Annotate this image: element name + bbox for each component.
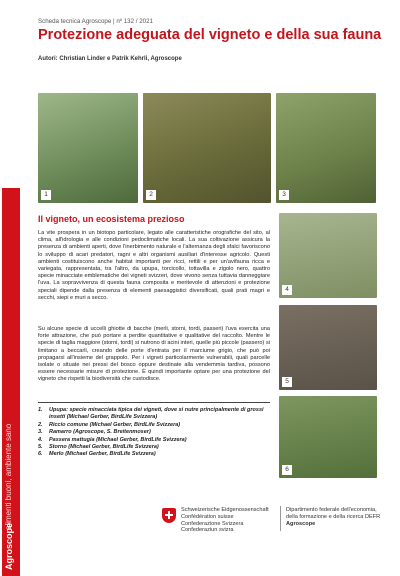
caption-item: 3. Ramarro (Agroscope, S. Breitenmoser) xyxy=(38,429,151,436)
footer xyxy=(38,503,381,553)
sidebar-brand: Agroscope xyxy=(4,522,14,570)
footer-divider xyxy=(280,506,281,531)
photo-number: 6 xyxy=(282,465,292,475)
caption-item: 5. Storno (Michael Gerber, BirdLife Svizzera) xyxy=(38,444,159,451)
swiss-cross-icon xyxy=(162,508,176,523)
department-name: Dipartimento federale dell'economia, della formazione e della ricerca DEFR Agroscope xyxy=(286,507,381,527)
body-paragraph: La vite prospera in un biotopo particolare, legato alle caratteristiche orografiche del sito, al clima, all'idrologia e alle condizioni pedoclimatiche locali. La sua coltivazione assicura la presenza di ambienti aperti, dove l'inerbimento naturale e l'alternanza degli sfalci favoriscono lo sviluppo di acari predatori, ragni e altri organismi ausiliari d'interesse agricolo. Questi ambienti costituiscono anche habitat importanti per ricci, rettili e per un'avifauna ricca e variegata, rappresentata, tra l'altro, da upupa, torcicollo, tottavilla e zigolo nero, quattro specie minacciate emblematiche dei vigneti svizzeri, dove vivono senza tuttavia danneggiare l'uva. La sopravvivenza di questa fauna composita e meritevole di attenzioni e protezione speciali dipende dalla presenza di elementi paesaggistici diversificati, quali prati magri e secchi, siepi e muri a secco. xyxy=(38,230,270,301)
sidebar xyxy=(0,0,22,576)
photo-number: 5 xyxy=(282,377,292,387)
photo-blackbird xyxy=(279,396,377,478)
caption-item: 4. Passera mattugia (Michael Gerber, BirdLife Svizzera) xyxy=(38,436,187,443)
body-paragraph: Su alcune specie di uccelli ghiotte di bacche (merli, storni, tordi, passeri) l'uva esercita una forte attrazione, che può portare a perdite quantitative e qualitative del raccolto. Mentre le specie di taglia maggiore (storni, tordi) si nutrono di acini interi, quelle più piccole (passero) si limitano a beccarli, creando delle porte d'entrata per il marciume grigio, che può poi propagarsi all'insieme del grappolo. Per i vigneti particolarmente vulnerabili, quali parcelle isolate o situate nei pressi del bosco oppure destinate alla vendemmia tardiva, possono essere necessarie misure di protezione. È quindi importante optare per una protezione del vigneto che rispetti la biodiversità che custodisce. xyxy=(38,326,270,383)
photo-number: 2 xyxy=(146,190,156,200)
confederation-names: Schweizerische Eidgenossenschaft Confédération suisse Confederazione Svizzera Confederaziun svizra xyxy=(181,507,269,534)
section-title: Il vigneto, un ecosistema prezioso xyxy=(38,214,185,224)
caption-divider xyxy=(38,402,270,403)
page-title: Protezione adeguata del vigneto e della sua fauna xyxy=(38,27,382,43)
caption-item: 2. Riccio comune (Michael Gerber, BirdLife Svizzera) xyxy=(38,421,181,428)
photo-number: 4 xyxy=(282,285,292,295)
photo-starling xyxy=(279,305,377,390)
photo-hedgehog xyxy=(143,93,271,203)
photo-tree-sparrow xyxy=(279,213,377,298)
caption-item: 1. Upupa: specie minacciata tipica dei vigneti, dove si nutre principalmente di grossi insetti (Michael Gerber, BirdLife Svizzera) xyxy=(38,407,264,421)
photo-captions xyxy=(38,407,274,459)
photo-green-lizard xyxy=(276,93,376,203)
caption-item: 6. Merlo (Michael Gerber, BirdLife Svizzera) xyxy=(38,451,156,458)
authors: Autori: Christian Linder e Patrik Kehrli, Agroscope xyxy=(38,56,182,62)
photo-number: 3 xyxy=(279,190,289,200)
document-meta: Scheda tecnica Agroscope | nº 132 / 2021 xyxy=(38,18,153,25)
photo-hoopoe xyxy=(38,93,138,203)
photo-number: 1 xyxy=(41,190,51,200)
sidebar-subtitle: alimenti buoni, ambiente sano xyxy=(4,423,13,530)
